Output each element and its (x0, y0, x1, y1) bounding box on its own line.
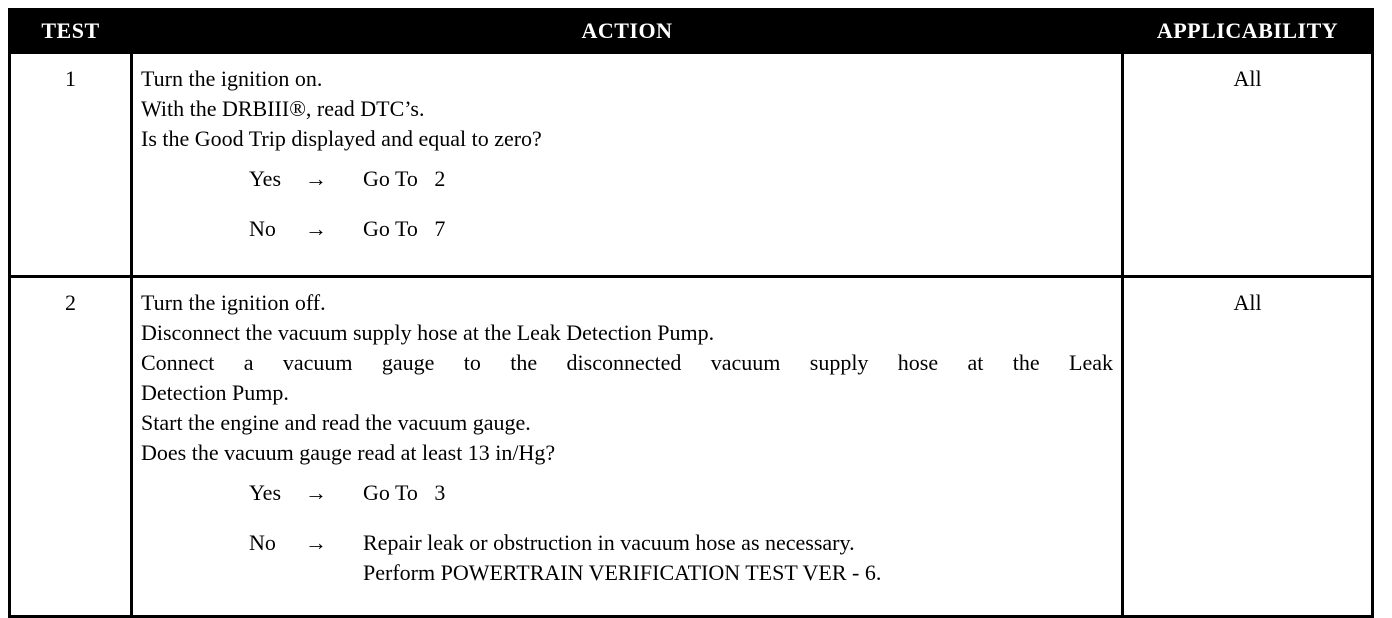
header-test: TEST (10, 10, 132, 53)
choice-answer: Yes (249, 166, 282, 191)
choice-answer: Yes (249, 480, 282, 505)
action-line: Disconnect the vacuum supply hose at the Leak Detection Pump. (141, 320, 715, 345)
choice-result-line: Go To 7 (363, 216, 446, 241)
choice-result (363, 528, 881, 588)
arrow-icon: → (305, 480, 327, 505)
action-line: Turn the ignition off. (141, 290, 326, 315)
test-number: 2 (10, 277, 132, 617)
table-row (10, 53, 1373, 277)
action-line: Turn the ignition on. (141, 66, 323, 91)
arrow-icon: → (305, 530, 327, 555)
table-header-row (10, 10, 1373, 53)
action-line: Start the engine and read the vacuum gauge. (141, 410, 531, 435)
choice-yes (141, 478, 1113, 528)
choice-list (141, 164, 1113, 264)
applicability-value: All (1123, 53, 1373, 277)
header-action: ACTION (132, 10, 1123, 53)
choice-result (363, 164, 445, 194)
action-cell (132, 53, 1123, 277)
choice-result (363, 214, 445, 244)
action-line: Connect a vacuum gauge to the disconnected vacuum supply hose at the Leak (141, 350, 1113, 375)
choice-result-line: Go To 3 (363, 480, 446, 505)
choice-result-line: Repair leak or obstruction in vacuum hose as necessary. (363, 530, 855, 555)
action-cell (132, 277, 1123, 617)
choice-answer: No (249, 216, 276, 241)
arrow-icon: → (305, 216, 327, 241)
test-number: 1 (10, 53, 132, 277)
arrow-icon: → (305, 166, 327, 191)
choice-result (363, 478, 445, 508)
choice-answer: No (249, 530, 276, 555)
choice-no (141, 214, 1113, 264)
choice-no (141, 528, 1113, 588)
action-line: Is the Good Trip displayed and equal to zero? (141, 126, 542, 151)
choice-result-line: Go To 2 (363, 166, 446, 191)
choice-result-line: Perform POWERTRAIN VERIFICATION TEST VER - 6. (363, 560, 882, 585)
choice-list (141, 478, 1113, 588)
diagnostic-test-table (8, 8, 1374, 618)
action-line: With the DRBIII®, read DTC’s. (141, 96, 425, 121)
choice-yes (141, 164, 1113, 214)
table-row (10, 277, 1373, 617)
action-line: Detection Pump. (141, 380, 289, 405)
action-line: Does the vacuum gauge read at least 13 in/Hg? (141, 440, 556, 465)
applicability-value: All (1123, 277, 1373, 617)
diagnostic-table-container (8, 8, 1371, 618)
header-applicability: APPLICABILITY (1123, 10, 1373, 53)
